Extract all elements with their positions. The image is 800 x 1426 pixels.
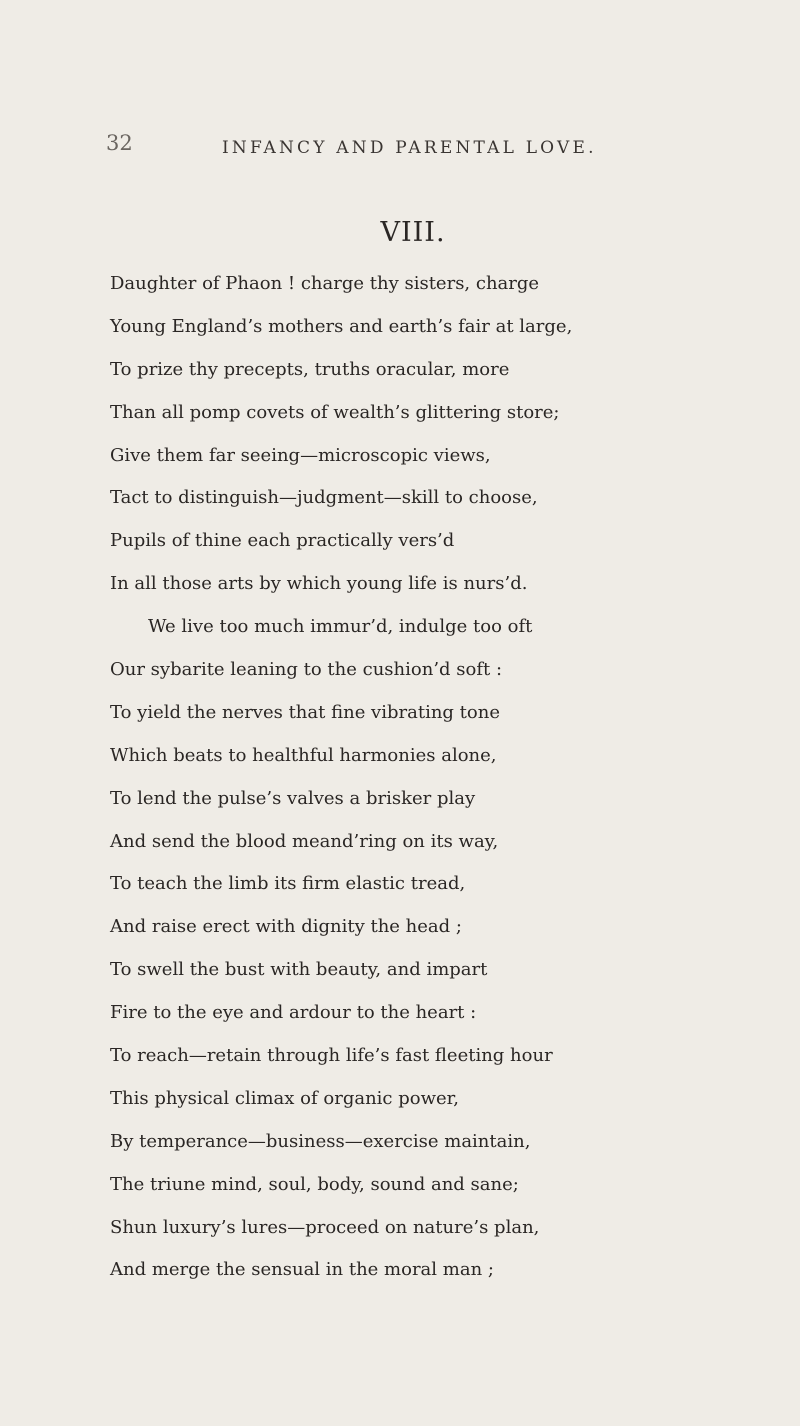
poem-body	[110, 263, 800, 1292]
poem-line: Which beats to healthful harmonies alone,	[110, 744, 497, 766]
poem-line: This physical climax of organic power,	[110, 1087, 459, 1109]
poem-line: Tact to distinguish—judgment—skill to choose,	[110, 487, 538, 509]
poem-line: To swell the bust with beauty, and impart	[110, 959, 488, 981]
poem-line: In all those arts by which young life is nurs’d.	[110, 573, 528, 595]
poem-line: Give them far seeing—microscopic views,	[110, 444, 491, 466]
poem-line: Our sybarite leaning to the cushion’d soft :	[110, 659, 503, 681]
page-number: 32	[106, 131, 133, 155]
poem-line: We live too much immur’d, indulge too oft	[148, 616, 533, 638]
poem-line: By temperance—business—exercise maintain,	[110, 1130, 531, 1152]
poem-line: To yield the nerves that fine vibrating tone	[110, 701, 500, 723]
poem-line: Young England’s mothers and earth’s fair at large,	[110, 315, 573, 337]
poem-line: And merge the sensual in the moral man ;	[110, 1259, 494, 1281]
poem-line: Than all pomp covets of wealth’s glittering store;	[110, 401, 560, 423]
poem-line: Daughter of Phaon ! charge thy sisters, charge	[110, 273, 540, 294]
poem-line: To lend the pulse’s valves a brisker play	[110, 787, 476, 809]
poem-line: To teach the limb its firm elastic tread,	[110, 873, 466, 895]
poem-line: Pupils of thine each practically vers’d	[110, 530, 455, 552]
running-head: INFANCY AND PARENTAL LOVE.	[222, 138, 597, 158]
section-heading: VIII.	[380, 217, 446, 248]
poem-line: The triune mind, soul, body, sound and sane;	[110, 1173, 519, 1195]
poem-line: To reach—retain through life’s fast fleeting hour	[110, 1045, 553, 1067]
poem-line: And send the blood meand’ring on its way,	[110, 830, 499, 852]
poem-line: Fire to the eye and ardour to the heart :	[110, 1002, 477, 1024]
poem-line: Shun luxury’s lures—proceed on nature’s plan,	[110, 1216, 540, 1238]
poem-line: To prize thy precepts, truths oracular, more	[110, 358, 510, 380]
poem-line: And raise erect with dignity the head ;	[110, 916, 462, 938]
